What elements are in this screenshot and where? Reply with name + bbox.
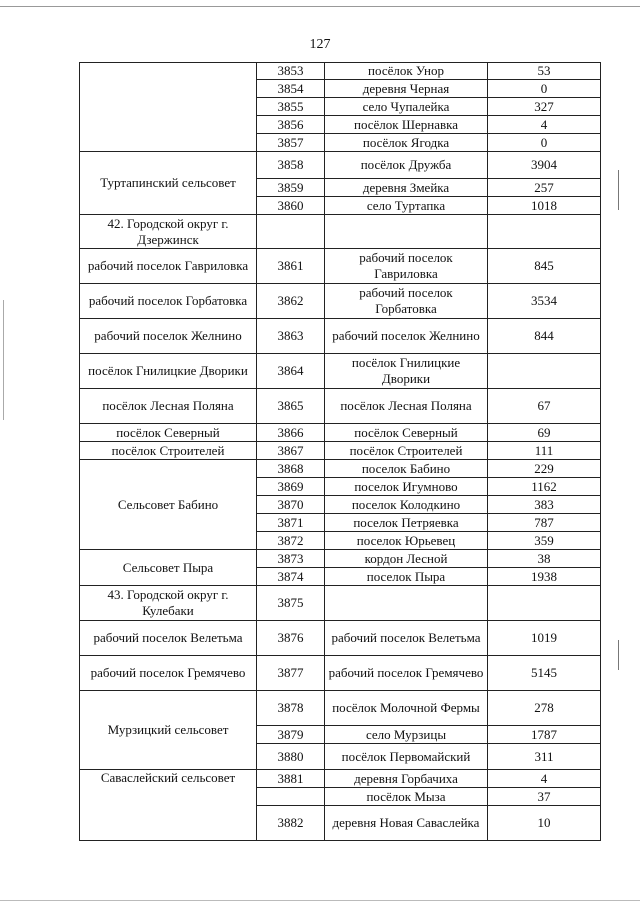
place-cell: деревня Новая Саваслейка xyxy=(325,806,488,841)
place-cell: деревня Черная xyxy=(325,80,488,98)
district-cell: Сельсовет Бабино xyxy=(80,460,257,550)
id-cell: 3857 xyxy=(257,134,325,152)
population-cell: 4 xyxy=(488,116,601,134)
district-cell: посёлок Северный xyxy=(80,424,257,442)
id-cell: 3856 xyxy=(257,116,325,134)
population-cell xyxy=(488,215,601,249)
place-cell: посёлок Строителей xyxy=(325,442,488,460)
place-cell: рабочий поселок Желнино xyxy=(325,319,488,354)
population-cell: 1162 xyxy=(488,478,601,496)
district-cell: рабочий поселок Горбатовка xyxy=(80,284,257,319)
id-cell: 3858 xyxy=(257,152,325,179)
place-cell: посёлок Шернавка xyxy=(325,116,488,134)
table-row xyxy=(80,354,601,389)
table-row xyxy=(80,424,601,442)
place-cell: поселок Пыра xyxy=(325,568,488,586)
table-row xyxy=(80,442,601,460)
district-cell: посёлок Лесная Поляна xyxy=(80,389,257,424)
place-cell xyxy=(325,215,488,249)
population-cell: 1938 xyxy=(488,568,601,586)
table-row xyxy=(80,249,601,284)
table-row xyxy=(80,586,601,621)
district-cell: рабочий поселок Гавриловка xyxy=(80,249,257,284)
population-cell xyxy=(488,586,601,621)
population-cell: 1787 xyxy=(488,726,601,744)
district-cell: рабочий поселок Желнино xyxy=(80,319,257,354)
district-cell: Саваслейский сельсовет xyxy=(80,770,257,841)
id-cell: 3874 xyxy=(257,568,325,586)
place-cell: посёлок Молочной Фермы xyxy=(325,691,488,726)
population-cell: 53 xyxy=(488,63,601,80)
id-cell: 3859 xyxy=(257,179,325,197)
population-cell xyxy=(488,354,601,389)
district-cell: Мурзицкий сельсовет xyxy=(80,691,257,770)
scan-top-edge xyxy=(0,6,640,7)
id-cell: 3869 xyxy=(257,478,325,496)
place-cell: село Чупалейка xyxy=(325,98,488,116)
id-cell: 3864 xyxy=(257,354,325,389)
population-cell: 229 xyxy=(488,460,601,478)
table-row xyxy=(80,63,601,80)
place-cell: рабочий поселок Велетьма xyxy=(325,621,488,656)
place-cell: кордон Лесной xyxy=(325,550,488,568)
id-cell: 3871 xyxy=(257,514,325,532)
place-cell: посёлок Гнилицкие Дворики xyxy=(325,354,488,389)
district-cell: 42. Городской округ г. Дзержинск xyxy=(80,215,257,249)
district-cell: Туртапинский сельсовет xyxy=(80,152,257,215)
population-cell: 67 xyxy=(488,389,601,424)
place-cell: село Туртапка xyxy=(325,197,488,215)
table-row xyxy=(80,656,601,691)
id-cell: 3879 xyxy=(257,726,325,744)
id-cell: 3854 xyxy=(257,80,325,98)
population-cell: 10 xyxy=(488,806,601,841)
population-cell: 3904 xyxy=(488,152,601,179)
district-cell: посёлок Строителей xyxy=(80,442,257,460)
id-cell: 3861 xyxy=(257,249,325,284)
population-cell: 845 xyxy=(488,249,601,284)
scan-margin-mark xyxy=(618,640,619,670)
id-cell: 3882 xyxy=(257,806,325,841)
population-cell: 69 xyxy=(488,424,601,442)
population-cell: 1018 xyxy=(488,197,601,215)
place-cell: поселок Бабино xyxy=(325,460,488,478)
id-cell: 3865 xyxy=(257,389,325,424)
id-cell: 3880 xyxy=(257,744,325,770)
place-cell: село Мурзицы xyxy=(325,726,488,744)
page-number: 127 xyxy=(309,37,331,52)
district-cell: рабочий поселок Гремячево xyxy=(80,656,257,691)
table-row xyxy=(80,389,601,424)
population-cell: 257 xyxy=(488,179,601,197)
table-row xyxy=(80,215,601,249)
table-row xyxy=(80,284,601,319)
id-cell: 3870 xyxy=(257,496,325,514)
population-cell: 787 xyxy=(488,514,601,532)
id-cell: 3877 xyxy=(257,656,325,691)
place-cell: поселок Колодкино xyxy=(325,496,488,514)
table-row xyxy=(80,691,601,726)
district-cell: посёлок Гнилицкие Дворики xyxy=(80,354,257,389)
table-row xyxy=(80,460,601,478)
place-cell: посёлок Дружба xyxy=(325,152,488,179)
place-cell: рабочий поселок Горбатовка xyxy=(325,284,488,319)
place-cell: поселок Петряевка xyxy=(325,514,488,532)
place-cell: рабочий поселок Гремячево xyxy=(325,656,488,691)
place-cell: посёлок Ягодка xyxy=(325,134,488,152)
place-cell xyxy=(325,586,488,621)
id-cell: 3872 xyxy=(257,532,325,550)
place-cell: рабочий поселок Гавриловка xyxy=(325,249,488,284)
place-cell: поселок Юрьевец xyxy=(325,532,488,550)
id-cell xyxy=(257,215,325,249)
population-cell: 38 xyxy=(488,550,601,568)
id-cell: 3878 xyxy=(257,691,325,726)
place-cell: посёлок Первомайский xyxy=(325,744,488,770)
district-cell xyxy=(80,63,257,152)
population-cell: 1019 xyxy=(488,621,601,656)
population-cell: 359 xyxy=(488,532,601,550)
population-cell: 0 xyxy=(488,80,601,98)
district-cell: Сельсовет Пыра xyxy=(80,550,257,586)
population-cell: 5145 xyxy=(488,656,601,691)
place-cell: посёлок Лесная Поляна xyxy=(325,389,488,424)
scan-margin-mark xyxy=(618,170,619,210)
district-cell: 43. Городской округ г. Кулебаки xyxy=(80,586,257,621)
population-cell: 383 xyxy=(488,496,601,514)
population-cell: 311 xyxy=(488,744,601,770)
table-row xyxy=(80,550,601,568)
id-cell: 3875 xyxy=(257,586,325,621)
district-cell: рабочий поселок Велетьма xyxy=(80,621,257,656)
id-cell: 3860 xyxy=(257,197,325,215)
id-cell: 3867 xyxy=(257,442,325,460)
table-row xyxy=(80,319,601,354)
place-cell: посёлок Унор xyxy=(325,63,488,80)
place-cell: посёлок Мыза xyxy=(325,788,488,806)
place-cell: поселок Игумново xyxy=(325,478,488,496)
id-cell: 3863 xyxy=(257,319,325,354)
table-row xyxy=(80,152,601,179)
place-cell: посёлок Северный xyxy=(325,424,488,442)
population-cell: 0 xyxy=(488,134,601,152)
population-cell: 111 xyxy=(488,442,601,460)
id-cell: 3876 xyxy=(257,621,325,656)
place-cell: деревня Горбачиха xyxy=(325,770,488,788)
table-row xyxy=(80,770,601,788)
table-row xyxy=(80,621,601,656)
population-cell: 37 xyxy=(488,788,601,806)
population-cell: 3534 xyxy=(488,284,601,319)
id-cell xyxy=(257,788,325,806)
id-cell: 3853 xyxy=(257,63,325,80)
id-cell: 3866 xyxy=(257,424,325,442)
id-cell: 3868 xyxy=(257,460,325,478)
scan-margin-mark xyxy=(3,300,4,420)
id-cell: 3881 xyxy=(257,770,325,788)
id-cell: 3862 xyxy=(257,284,325,319)
id-cell: 3855 xyxy=(257,98,325,116)
population-cell: 327 xyxy=(488,98,601,116)
population-cell: 844 xyxy=(488,319,601,354)
settlements-table xyxy=(79,62,601,841)
place-cell: деревня Змейка xyxy=(325,179,488,197)
population-cell: 4 xyxy=(488,770,601,788)
population-cell: 278 xyxy=(488,691,601,726)
id-cell: 3873 xyxy=(257,550,325,568)
scan-bottom-edge xyxy=(0,900,640,901)
